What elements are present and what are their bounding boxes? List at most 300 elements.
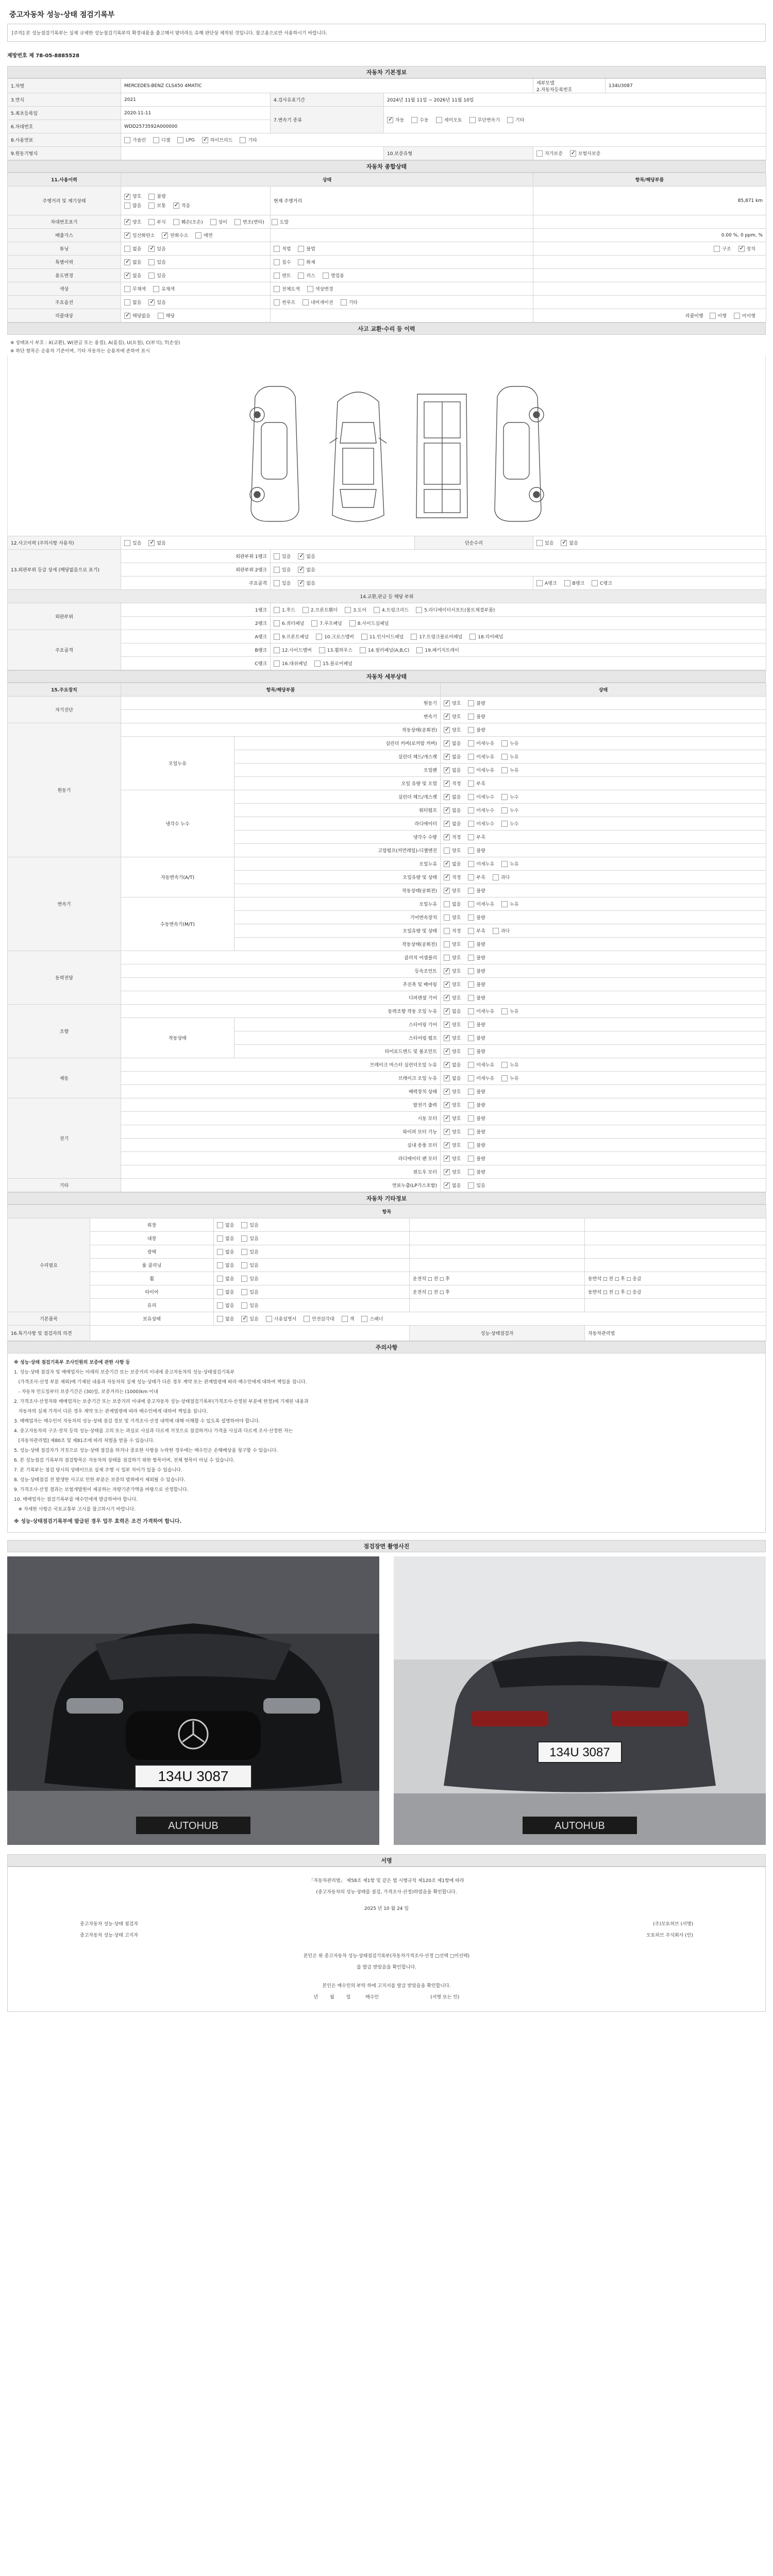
checkbox-icon[interactable] [124,540,130,546]
checkbox-icon[interactable] [468,981,474,988]
option-item[interactable]: ✓ 양호 [444,1128,461,1136]
checkbox-icon[interactable] [341,299,347,306]
checkbox-icon[interactable] [148,273,155,279]
option-item[interactable]: 7.루프패널 [311,620,342,627]
option-item[interactable]: 있음 [241,1262,258,1269]
option-item[interactable]: 썬루프 [274,299,295,306]
checkbox-icon[interactable] [274,647,280,653]
option-item[interactable]: 기타 [507,116,524,124]
option-item[interactable]: ✓ 없음 [148,539,165,547]
checkbox-icon[interactable] [468,995,474,1001]
checkbox-icon[interactable] [195,232,201,239]
option-item[interactable]: ✓ 양호 [124,218,141,226]
option-item[interactable]: 5.라디에이터서포트(볼트체결부품) [416,606,495,614]
option-item[interactable]: 불량 [468,994,485,1002]
option-item[interactable]: ✓ 양호 [444,1142,461,1149]
checkbox-icon[interactable] [592,580,598,586]
checkbox-icon[interactable] [444,968,450,974]
checkbox-icon[interactable] [303,299,309,306]
option-item[interactable]: ✓ 양호 [444,1088,461,1095]
checkbox-icon[interactable] [173,219,179,225]
checkbox-icon[interactable] [274,273,280,279]
checkbox-icon[interactable] [493,874,499,880]
checkbox-icon[interactable] [217,1289,223,1295]
option-item[interactable]: 불량 [468,1101,485,1109]
option-item[interactable]: ✓ 양호 [444,1021,461,1028]
checkbox-icon[interactable] [124,137,130,143]
option-item[interactable]: ✓ 없음 [298,566,315,573]
checkbox-icon[interactable] [234,219,241,225]
checkbox-icon[interactable] [493,928,499,934]
checkbox-icon[interactable] [173,202,179,209]
checkbox-icon[interactable] [468,821,474,827]
option-item[interactable]: 부족 [468,834,485,841]
checkbox-icon[interactable] [444,888,450,894]
checkbox-icon[interactable] [444,1156,450,1162]
option-item[interactable]: ✓ 양호 [444,1168,461,1176]
option-item[interactable]: ✓ 양호 [444,726,461,734]
option-item[interactable]: 유채색 [153,285,175,293]
checkbox-icon[interactable] [349,620,356,626]
checkbox-icon[interactable] [468,968,474,974]
option-item[interactable]: ✓ 없음 [444,767,461,774]
option-item[interactable]: 기타 [341,299,358,306]
checkbox-icon[interactable] [468,848,474,854]
checkbox-icon[interactable] [444,1102,450,1108]
checkbox-icon[interactable] [501,1008,508,1014]
option-item[interactable]: 미세누유 [468,1061,494,1069]
option-item[interactable]: 불량 [468,1168,485,1176]
checkbox-icon[interactable] [444,1142,450,1148]
checkbox-icon[interactable] [217,1235,223,1242]
option-item[interactable]: 불량 [468,1035,485,1042]
option-item[interactable]: 누수 [501,807,518,814]
checkbox-icon[interactable] [444,1008,450,1014]
option-item[interactable]: ✓ 없음 [298,580,315,587]
option-item[interactable]: 있음 [468,1182,485,1189]
checkbox-icon[interactable] [444,995,450,1001]
checkbox-icon[interactable] [444,714,450,720]
option-item[interactable]: 없음 [444,901,461,908]
option-item[interactable]: 보통 [148,202,165,209]
checkbox-icon[interactable] [536,580,543,586]
option-item[interactable]: 세미오토 [436,116,462,124]
checkbox-icon[interactable] [274,634,280,640]
option-item[interactable]: 불량 [468,1128,485,1136]
checkbox-icon[interactable] [468,754,474,760]
option-item[interactable]: 훼손(오손) [173,218,203,226]
option-item[interactable]: 사용설명서 [266,1315,296,1323]
option-item[interactable]: 영업용 [323,272,344,279]
checkbox-icon[interactable] [444,1182,450,1189]
checkbox-icon[interactable] [444,1115,450,1122]
checkbox-icon[interactable] [153,286,159,292]
checkbox-icon[interactable] [468,1048,474,1055]
checkbox-icon[interactable] [124,313,130,319]
option-item[interactable]: 없음 [217,1289,234,1296]
option-item[interactable]: 누유 [501,753,518,760]
checkbox-icon[interactable] [177,137,183,143]
option-item[interactable]: 1.후드 [274,606,295,614]
option-item[interactable]: 2.프론트휀더 [303,606,338,614]
option-item[interactable]: 많음 [124,202,141,209]
checkbox-icon[interactable] [361,634,367,640]
option-item[interactable]: ✓ 양호 [444,981,461,988]
option-item[interactable]: 19.패키지트레이 [416,647,459,654]
option-item[interactable]: ✓ 양호 [444,1035,461,1042]
option-item[interactable]: ✓ 자동 [387,116,404,124]
checkbox-icon[interactable] [241,1316,247,1322]
checkbox-icon[interactable] [241,1262,247,1268]
option-item[interactable]: 적정 [444,927,461,935]
option-item[interactable]: 렌트 [274,272,291,279]
option-item[interactable]: 있음 [241,1275,258,1282]
option-item[interactable]: 상이 [210,218,227,226]
checkbox-icon[interactable] [124,194,130,200]
checkbox-icon[interactable] [444,848,450,854]
option-item[interactable]: 미세누수 [468,807,494,814]
checkbox-icon[interactable] [468,714,474,720]
option-item[interactable]: 누유 [501,740,518,747]
checkbox-icon[interactable] [468,781,474,787]
checkbox-icon[interactable] [148,194,155,200]
checkbox-icon[interactable] [468,1182,474,1189]
checkbox-icon[interactable] [202,137,208,143]
checkbox-icon[interactable] [124,232,130,239]
option-item[interactable]: 없음 [124,299,141,306]
option-item[interactable]: 양호 [444,914,461,921]
option-item[interactable]: ✓ 없음 [124,272,141,279]
checkbox-icon[interactable] [240,137,246,143]
option-item[interactable]: 누유 [501,1061,518,1069]
checkbox-icon[interactable] [148,259,155,265]
checkbox-icon[interactable] [124,286,130,292]
option-item[interactable]: 잭 [342,1315,355,1323]
option-item[interactable]: 불량 [468,1155,485,1162]
option-item[interactable]: 불량 [468,1115,485,1122]
option-item[interactable]: 17.트렁크플로어패널 [411,633,462,640]
option-item[interactable]: 6.쿼터패널 [274,620,304,627]
option-item[interactable]: 없음 [217,1222,234,1229]
checkbox-icon[interactable] [501,1075,508,1081]
option-item[interactable]: 누유 [501,901,518,908]
option-item[interactable]: 누유 [501,1008,518,1015]
checkbox-icon[interactable] [124,273,130,279]
checkbox-icon[interactable] [444,1048,450,1055]
option-item[interactable]: 누유 [501,860,518,868]
option-item[interactable]: ✓ 양호 [444,1115,461,1122]
checkbox-icon[interactable] [304,1316,310,1322]
checkbox-icon[interactable] [536,150,543,157]
checkbox-icon[interactable] [444,981,450,988]
option-item[interactable]: 11.인사이드패널 [361,633,404,640]
option-item[interactable]: 무단변속기 [469,116,500,124]
option-item[interactable]: 부족 [468,927,485,935]
checkbox-icon[interactable] [561,540,567,546]
option-item[interactable]: C랭크 [592,580,612,587]
option-item[interactable]: 14.필러패널(A,B,C) [360,647,409,654]
checkbox-icon[interactable] [444,794,450,800]
option-item[interactable]: 불량 [148,193,165,200]
option-item[interactable]: ✓ 보험사보증 [570,150,600,157]
option-item[interactable]: 불량 [468,700,485,707]
option-item[interactable]: 해당 [158,312,175,319]
option-item[interactable]: ✓ 양호 [444,700,461,707]
checkbox-icon[interactable] [570,150,576,157]
checkbox-icon[interactable] [124,202,130,209]
option-item[interactable]: ✓ 없음 [444,807,461,814]
checkbox-icon[interactable] [444,727,450,733]
option-item[interactable]: 미세누유 [468,1008,494,1015]
checkbox-icon[interactable] [444,1169,450,1175]
option-item[interactable]: 미세누수 [468,820,494,827]
option-item[interactable]: 불량 [468,1088,485,1095]
option-item[interactable]: 누수 [501,793,518,801]
checkbox-icon[interactable] [468,888,474,894]
checkbox-icon[interactable] [444,740,450,747]
option-item[interactable]: ✓ 없음 [444,1061,461,1069]
checkbox-icon[interactable] [274,620,280,626]
checkbox-icon[interactable] [274,567,280,573]
option-item[interactable]: 12.사이드멤버 [274,647,312,654]
checkbox-icon[interactable] [158,313,164,319]
option-item[interactable]: 불량 [468,713,485,720]
checkbox-icon[interactable] [241,1249,247,1255]
checkbox-icon[interactable] [217,1262,223,1268]
option-item[interactable]: 없음 [217,1248,234,1256]
option-item[interactable]: 과다 [493,874,510,881]
checkbox-icon[interactable] [274,286,280,292]
checkbox-icon[interactable] [468,1156,474,1162]
checkbox-icon[interactable] [444,1035,450,1041]
checkbox-icon[interactable] [738,246,745,252]
option-item[interactable]: ✓ 없음 [444,753,461,760]
option-item[interactable]: 불량 [468,1021,485,1028]
option-item[interactable]: ✓ 있음 [148,245,165,252]
option-item[interactable]: ✓ 없음 [444,860,461,868]
option-item[interactable]: 불법 [298,245,315,252]
option-item[interactable]: 미세누유 [468,767,494,774]
checkbox-icon[interactable] [444,914,450,921]
option-item[interactable]: 불량 [468,954,485,961]
option-item[interactable]: 기타 [240,137,257,144]
option-item[interactable]: 양호 [444,954,461,961]
option-item[interactable]: 있음 [536,539,553,547]
checkbox-icon[interactable] [210,219,216,225]
checkbox-icon[interactable] [444,1062,450,1068]
option-item[interactable]: 불량 [468,981,485,988]
checkbox-icon[interactable] [468,700,474,706]
checkbox-icon[interactable] [241,1302,247,1309]
option-item[interactable]: ✓ 적정 [444,874,461,881]
option-item[interactable]: 불량 [468,726,485,734]
option-item[interactable]: 양호 [444,847,461,854]
checkbox-icon[interactable] [298,580,304,586]
checkbox-icon[interactable] [274,553,280,560]
checkbox-icon[interactable] [469,117,476,123]
option-item[interactable]: ✓ 적정 [444,780,461,787]
checkbox-icon[interactable] [501,754,508,760]
checkbox-icon[interactable] [468,1129,474,1135]
checkbox-icon[interactable] [342,1316,348,1322]
checkbox-icon[interactable] [274,660,280,667]
option-item[interactable]: 미이행 [734,312,755,319]
option-item[interactable]: 없음 [217,1262,234,1269]
option-item[interactable]: 불량 [468,1142,485,1149]
option-item[interactable]: 미세누유 [468,901,494,908]
checkbox-icon[interactable] [444,807,450,814]
checkbox-icon[interactable] [468,767,474,773]
checkbox-icon[interactable] [124,299,130,306]
checkbox-icon[interactable] [162,232,168,239]
checkbox-icon[interactable] [436,117,442,123]
checkbox-icon[interactable] [361,1316,367,1322]
option-item[interactable]: 있음 [241,1222,258,1229]
checkbox-icon[interactable] [468,941,474,947]
option-item[interactable]: 부족 [468,874,485,881]
checkbox-icon[interactable] [501,861,508,867]
checkbox-icon[interactable] [468,1089,474,1095]
option-item[interactable]: 침수 [274,259,291,266]
option-item[interactable]: 없음 [217,1235,234,1242]
option-item[interactable]: 양호 [444,941,461,948]
option-item[interactable]: ✓ 적음 [173,202,190,209]
checkbox-icon[interactable] [444,1129,450,1135]
option-item[interactable]: 매연 [195,232,212,239]
option-item[interactable]: 미세누유 [468,753,494,760]
option-item[interactable]: 있음 [241,1289,258,1296]
option-item[interactable]: ✓ 양호 [444,1048,461,1055]
checkbox-icon[interactable] [124,219,130,225]
checkbox-icon[interactable] [444,1089,450,1095]
checkbox-icon[interactable] [468,1075,474,1081]
checkbox-icon[interactable] [148,540,155,546]
checkbox-icon[interactable] [411,634,417,640]
checkbox-icon[interactable] [444,901,450,907]
checkbox-icon[interactable] [501,821,508,827]
option-item[interactable]: ✓ 일산화탄소 [124,232,155,239]
checkbox-icon[interactable] [311,620,317,626]
option-item[interactable]: 무채색 [124,285,146,293]
option-item[interactable]: A랭크 [536,580,557,587]
option-item[interactable]: 13.휠하우스 [319,647,352,654]
option-item[interactable]: 불량 [468,914,485,921]
checkbox-icon[interactable] [298,246,304,252]
checkbox-icon[interactable] [241,1235,247,1242]
checkbox-icon[interactable] [266,1316,272,1322]
option-item[interactable]: 디젤 [153,137,170,144]
option-item[interactable]: 누수 [501,820,518,827]
option-item[interactable]: ✓ 없음 [444,820,461,827]
checkbox-icon[interactable] [374,607,380,613]
checkbox-icon[interactable] [468,1022,474,1028]
option-item[interactable]: ✓ 있음 [148,299,165,306]
option-item[interactable]: ✓ 있음 [241,1315,258,1323]
option-item[interactable]: ✓ 없음 [444,740,461,747]
checkbox-icon[interactable] [217,1276,223,1282]
option-item[interactable]: 불량 [468,887,485,894]
option-item[interactable]: 네비게이션 [303,299,333,306]
checkbox-icon[interactable] [444,1075,450,1081]
option-item[interactable]: 있음 [124,539,141,547]
option-item[interactable]: 부족 [468,780,485,787]
checkbox-icon[interactable] [303,607,309,613]
checkbox-icon[interactable] [241,1276,247,1282]
option-item[interactable]: ✓ 양호 [444,1155,461,1162]
checkbox-icon[interactable] [501,901,508,907]
option-item[interactable]: 수동 [411,116,428,124]
checkbox-icon[interactable] [323,273,329,279]
checkbox-icon[interactable] [444,874,450,880]
option-item[interactable]: 불량 [468,847,485,854]
option-item[interactable]: ✓ 없음 [444,793,461,801]
checkbox-icon[interactable] [444,941,450,947]
checkbox-icon[interactable] [444,767,450,773]
checkbox-icon[interactable] [148,299,155,306]
option-item[interactable]: ✓ 장치 [738,245,755,252]
checkbox-icon[interactable] [468,1008,474,1014]
checkbox-icon[interactable] [734,313,740,319]
option-item[interactable]: 없음 [217,1275,234,1282]
option-item[interactable]: ✓ 양호 [444,1101,461,1109]
checkbox-icon[interactable] [148,219,155,225]
checkbox-icon[interactable] [444,821,450,827]
option-item[interactable]: LPG [177,137,194,143]
checkbox-icon[interactable] [314,660,321,667]
option-item[interactable]: 16.대쉬패널 [274,660,307,667]
checkbox-icon[interactable] [714,246,720,252]
checkbox-icon[interactable] [124,259,130,265]
option-item[interactable]: ✓ 없음 [444,1008,461,1015]
option-item[interactable]: 18.리어패널 [469,633,503,640]
checkbox-icon[interactable] [468,1142,474,1148]
checkbox-icon[interactable] [468,807,474,814]
checkbox-icon[interactable] [468,874,474,880]
option-item[interactable]: ✓ 양호 [444,968,461,975]
option-item[interactable]: ✓ 하이브리드 [202,137,232,144]
option-item[interactable]: B랭크 [564,580,585,587]
option-item[interactable]: 이행 [710,312,727,319]
checkbox-icon[interactable] [217,1302,223,1309]
option-item[interactable]: ✓ 없음 [444,1075,461,1082]
option-item[interactable]: 부식 [148,218,165,226]
checkbox-icon[interactable] [274,607,280,613]
option-item[interactable]: 가솔린 [124,137,146,144]
checkbox-icon[interactable] [501,740,508,747]
checkbox-icon[interactable] [274,580,280,586]
checkbox-icon[interactable] [148,246,155,252]
checkbox-icon[interactable] [274,299,280,306]
checkbox-icon[interactable] [468,928,474,934]
checkbox-icon[interactable] [298,259,304,265]
checkbox-icon[interactable] [124,246,130,252]
option-item[interactable]: 도말 [272,218,289,226]
checkbox-icon[interactable] [416,647,423,653]
checkbox-icon[interactable] [468,861,474,867]
option-item[interactable]: 구조 [714,245,731,252]
checkbox-icon[interactable] [411,117,417,123]
checkbox-icon[interactable] [468,834,474,840]
option-item[interactable]: 있음 [148,259,165,266]
option-item[interactable]: 과다 [493,927,510,935]
option-item[interactable]: 있음 [241,1302,258,1309]
checkbox-icon[interactable] [468,727,474,733]
checkbox-icon[interactable] [501,794,508,800]
checkbox-icon[interactable] [217,1249,223,1255]
option-item[interactable]: 미세누유 [468,860,494,868]
checkbox-icon[interactable] [444,1022,450,1028]
checkbox-icon[interactable] [469,634,476,640]
